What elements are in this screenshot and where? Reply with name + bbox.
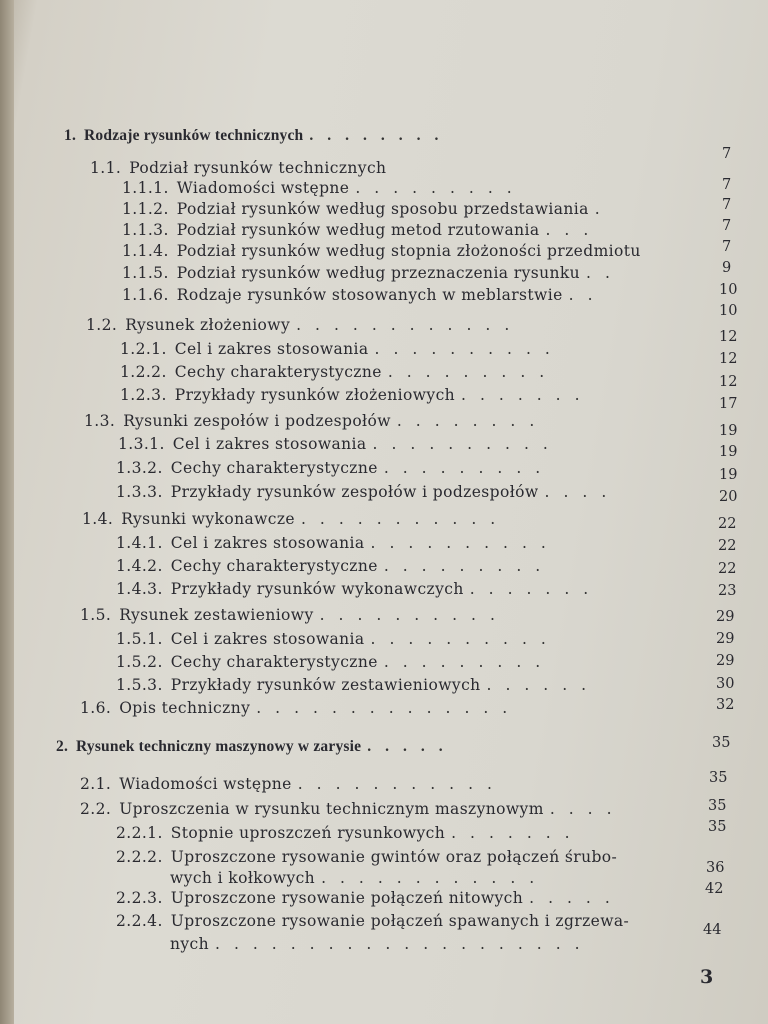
toc-page-number: 7	[722, 177, 732, 193]
toc-page-number: 30	[716, 676, 735, 692]
toc-entry: 1.6. Opis techniczny ..............	[80, 699, 522, 717]
toc-entry: 1.3.1. Cel i zakres stosowania ..........	[118, 435, 562, 453]
toc-entry: 1.1.5. Podział rysunków według przeznaczenia rysunku ..	[122, 264, 624, 282]
toc-entry: 1. Rodzaje rysunków technicznych ........	[64, 127, 453, 144]
toc-entry: 2.2.2. Uproszczone rysowanie gwintów oraz połączeń śrubo-	[116, 848, 618, 866]
toc-entry: 1.2.1. Cel i zakres stosowania ..........	[120, 340, 564, 358]
toc-entry: 1.5.2. Cechy charakterystyczne .........	[116, 653, 555, 671]
toc-entry: 2.2.1. Stopnie uproszczeń rysunkowych .......	[116, 824, 584, 842]
toc-entry: 1.4.1. Cel i zakres stosowania ..........	[116, 534, 560, 552]
toc-entry: 1.5.1. Cel i zakres stosowania ..........	[116, 630, 560, 648]
toc-entry: 2.1. Wiadomości wstępne ...........	[80, 775, 506, 793]
toc-entry: 1.1.1. Wiadomości wstępne .........	[122, 179, 526, 197]
toc-entry: 1.2.3. Przykłady rysunków złożeniowych .......	[120, 386, 594, 404]
toc-entry: 2.2.3. Uproszczone rysowanie połączeń nitowych .....	[116, 889, 624, 907]
toc-entry: 2. Rysunek techniczny maszynowy w zarysie .....	[56, 738, 457, 755]
toc-page-number: 22	[718, 516, 737, 532]
toc-page-number: 12	[719, 374, 738, 390]
toc-page-number: 22	[718, 561, 737, 577]
toc-page-number: 36	[706, 860, 725, 876]
toc-entry: 1.4.3. Przykłady rysunków wykonawczych .......	[116, 580, 603, 598]
toc-entry: 1.1.2. Podział rysunków według sposobu przedstawiania .	[122, 200, 614, 218]
toc-page-number: 10	[719, 303, 738, 319]
toc-entry: 1.1.6. Rodzaje rysunków stosowanych w meblarstwie ..	[122, 286, 607, 304]
toc-page-number: 12	[719, 329, 738, 345]
toc-page-number: 7	[722, 146, 732, 162]
toc-page-number: 9	[722, 260, 732, 276]
toc-entry: 2.2.4. Uproszczone rysowanie połączeń spawanych i zgrzewa-	[116, 912, 630, 930]
toc-page-number: 35	[708, 819, 727, 835]
toc-entry: 1.4. Rysunki wykonawcze ...........	[82, 510, 510, 528]
toc-entry: 1.5. Rysunek zestawieniowy ..........	[80, 606, 509, 624]
toc-entry: 1.4.2. Cechy charakterystyczne .........	[116, 557, 555, 575]
toc-entry: 1.2.2. Cechy charakterystyczne .........	[120, 363, 559, 381]
toc-entry: 1.2. Rysunek złożeniowy ............	[86, 316, 524, 334]
toc-page-number: 17	[719, 396, 738, 412]
toc-page-number: 42	[705, 881, 724, 897]
toc-page-number: 19	[719, 467, 738, 483]
toc-page-number: 7	[722, 197, 732, 213]
toc-page-number: 7	[722, 218, 732, 234]
toc-entry: 1.1. Podział rysunków technicznych	[90, 159, 387, 177]
toc-entry: 1.1.4. Podział rysunków według stopnia złożoności przedmiotu	[122, 242, 641, 260]
toc-entry: nych ....................	[170, 935, 594, 953]
toc-page-number: 19	[719, 444, 738, 460]
toc-page-number: 10	[719, 282, 738, 298]
toc-page-number: 19	[719, 423, 738, 439]
toc-page-number: 7	[722, 239, 732, 255]
toc-entry: 1.3. Rysunki zespołów i podzespołów ........	[84, 412, 549, 430]
toc-page-number: 29	[716, 631, 735, 647]
page-edge	[0, 0, 14, 1024]
toc-page-number: 44	[703, 922, 722, 938]
toc-entry: wych i kołkowych ............	[170, 869, 549, 887]
toc-page-number: 12	[719, 351, 738, 367]
toc-page-number: 20	[719, 489, 738, 505]
toc-page-number: 29	[716, 653, 735, 669]
toc-entry: 1.5.3. Przykłady rysunków zestawieniowych ......	[116, 676, 601, 694]
toc-page-number: 22	[718, 538, 737, 554]
toc-entry: 1.3.2. Cechy charakterystyczne .........	[116, 459, 555, 477]
toc-page-number: 23	[718, 583, 737, 599]
toc-page-number: 35	[708, 798, 727, 814]
toc-page-number: 35	[709, 770, 728, 786]
toc-page-number: 35	[712, 735, 731, 751]
toc-entry: 1.3.3. Przykłady rysunków zespołów i podzespołów ....	[116, 483, 621, 501]
toc-entry: 2.2. Uproszczenia w rysunku technicznym maszynowym ....	[80, 800, 626, 818]
page-number: 3	[700, 966, 714, 988]
toc-page-number: 29	[716, 609, 735, 625]
toc-page-number: 32	[716, 697, 735, 713]
toc-entry: 1.1.3. Podział rysunków według metod rzutowania ...	[122, 221, 603, 239]
